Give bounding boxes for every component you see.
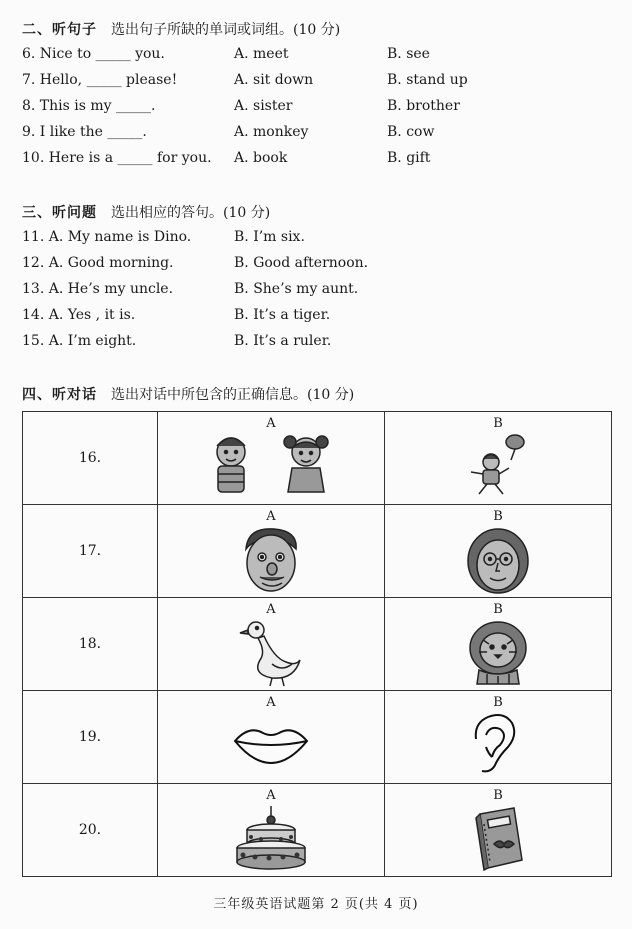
table-row	[23, 412, 612, 505]
option-a: 15. A. I’m eight.	[22, 333, 137, 349]
section3-label: 三、听问题	[22, 205, 97, 221]
option-a-label: A	[266, 788, 276, 803]
option-b: B. cow	[387, 124, 435, 140]
option-a: 13. A. He’s my uncle.	[22, 281, 174, 297]
question-number: 17.	[23, 505, 158, 598]
option-a: A. sit down	[234, 72, 314, 88]
question-number: 16.	[23, 412, 158, 505]
option-b: B. gift	[387, 150, 431, 166]
option-a-label: A	[266, 602, 276, 617]
cake-icon	[233, 804, 309, 872]
option-a: A. meet	[234, 46, 289, 62]
option-a: A. book	[234, 150, 288, 166]
option-b: B. I’m six.	[234, 229, 305, 245]
option-a-cell[interactable]	[158, 412, 385, 505]
option-a-label: A	[266, 416, 276, 431]
option-a: 12. A. Good morning.	[22, 255, 174, 271]
option-a-cell[interactable]	[158, 505, 385, 598]
option-b: B. brother	[387, 98, 460, 114]
man-face-icon	[238, 525, 304, 595]
running-boy-icon	[463, 432, 533, 500]
section2-label: 二、听句子	[22, 22, 97, 38]
question-stem: 6. Nice to _____ you.	[22, 46, 165, 62]
option-b-cell[interactable]	[385, 784, 612, 877]
option-b-label: B	[493, 602, 503, 617]
option-b-label: B	[493, 509, 503, 524]
section3-title	[22, 202, 270, 222]
option-b-cell[interactable]	[385, 412, 612, 505]
option-b-cell[interactable]	[385, 598, 612, 691]
option-a-label: A	[266, 509, 276, 524]
table-row	[23, 598, 612, 691]
question-number: 19.	[23, 691, 158, 784]
question-stem: 10. Here is a _____ for you.	[22, 150, 212, 166]
children-icon	[206, 432, 336, 500]
option-b: B. see	[387, 46, 430, 62]
picture-choice-table	[22, 411, 612, 877]
option-a-label: A	[266, 695, 276, 710]
option-a-cell[interactable]	[158, 691, 385, 784]
option-b-cell[interactable]	[385, 691, 612, 784]
option-b-label: B	[493, 695, 503, 710]
ear-icon	[468, 713, 528, 779]
option-a-cell[interactable]	[158, 784, 385, 877]
grandma-face-icon	[465, 525, 531, 595]
question-number: 20.	[23, 784, 158, 877]
question-stem: 7. Hello, _____ please!	[22, 72, 178, 88]
option-b: B. She’s my aunt.	[234, 281, 359, 297]
option-a: 11. A. My name is Dino.	[22, 229, 192, 245]
option-a-cell[interactable]	[158, 598, 385, 691]
option-b: B. It’s a ruler.	[234, 333, 332, 349]
duck-icon	[238, 618, 304, 688]
option-b-label: B	[493, 788, 503, 803]
option-a: 14. A. Yes , it is.	[22, 307, 136, 323]
question-number: 18.	[23, 598, 158, 691]
question-stem: 8. This is my _____.	[22, 98, 156, 114]
tiger-icon	[465, 618, 531, 688]
table-row	[23, 691, 612, 784]
option-a: A. monkey	[234, 124, 309, 140]
section2-title	[22, 19, 340, 39]
option-b: B. stand up	[387, 72, 468, 88]
table-row	[23, 784, 612, 877]
table-row	[23, 505, 612, 598]
section4-instruction: 选出对话中所包含的正确信息。(10 分)	[111, 387, 355, 403]
page-footer: 三年级英语试题第 2 页(共 4 页)	[213, 897, 419, 912]
book-icon	[470, 804, 526, 872]
mouth-icon	[231, 719, 311, 779]
section2-instruction: 选出句子所缺的单词或词组。(10 分)	[111, 22, 341, 38]
option-b: B. It’s a tiger.	[234, 307, 331, 323]
section4-title	[22, 384, 354, 404]
section4-label: 四、听对话	[22, 387, 97, 403]
question-stem: 9. I like the _____.	[22, 124, 147, 140]
section3-instruction: 选出相应的答句。(10 分)	[111, 205, 271, 221]
option-a: A. sister	[234, 98, 293, 114]
option-b: B. Good afternoon.	[234, 255, 369, 271]
option-b-label: B	[493, 416, 503, 431]
option-b-cell[interactable]	[385, 505, 612, 598]
